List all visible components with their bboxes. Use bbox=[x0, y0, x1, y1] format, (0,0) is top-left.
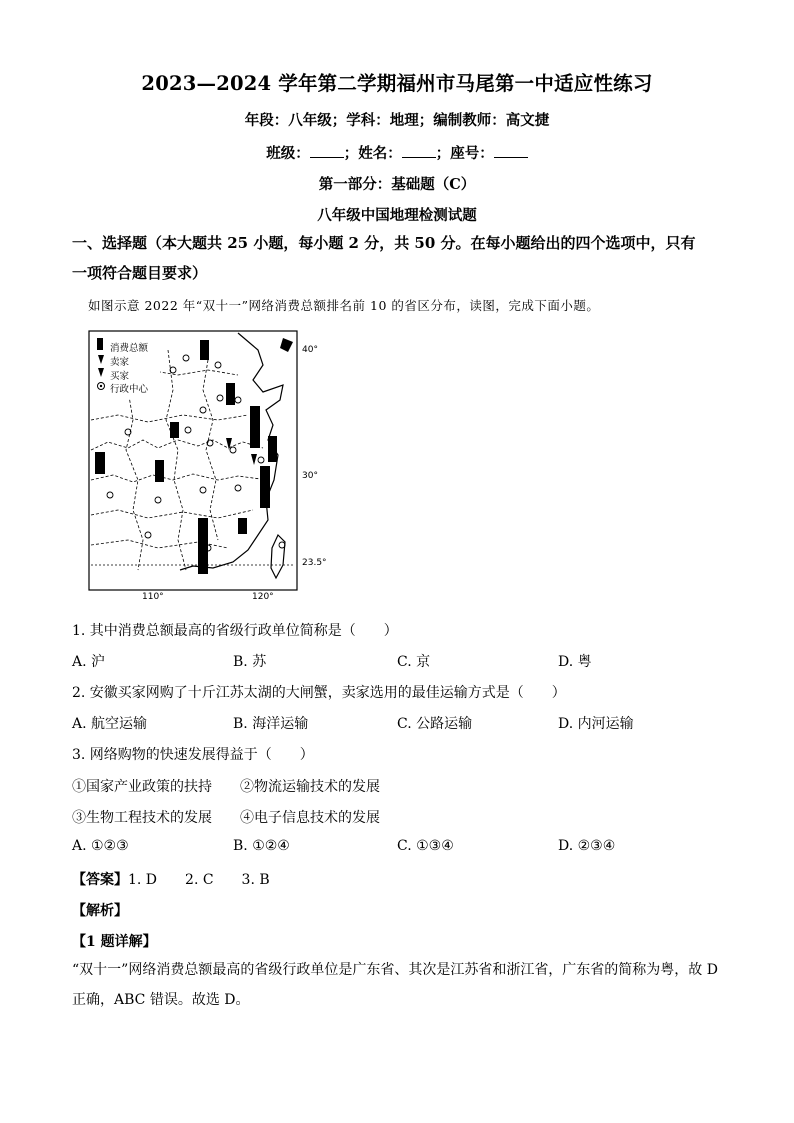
q2-option-a[interactable]: A. 航空运输 bbox=[72, 716, 148, 732]
analysis-paragraph bbox=[72, 955, 722, 1015]
analysis-line-2: 正确，ABC 错误。故选 D。 bbox=[72, 992, 250, 1008]
student-info-line bbox=[0, 142, 794, 163]
q3-option-b[interactable]: B. ①②④ bbox=[233, 838, 290, 854]
q1-option-c[interactable]: C. 京 bbox=[397, 654, 431, 670]
analysis-line-1: “双十一”网络消费总额最高的省级行政单位是广东省、其次是江苏省和浙江省，广东省的简称为粤，故 D bbox=[72, 962, 718, 978]
q2-option-d[interactable]: D. 内河运输 bbox=[558, 716, 634, 732]
page-title: 2023—2024 学年第二学期福州市马尾第一中适应性练习 bbox=[141, 72, 653, 95]
answer-text: 1. D 2. C 3. B bbox=[128, 872, 270, 888]
q3-statement-1: ①国家产业政策的扶持 bbox=[72, 779, 212, 795]
meta-line: 年段：八年级；学科：地理；编制教师：高文捷 bbox=[244, 112, 550, 129]
legend-admin-center: 行政中心 bbox=[110, 384, 149, 395]
question-1: 1. 其中消费总额最高的省级行政单位简称是（ ） bbox=[72, 623, 398, 639]
q3-statement-3: ③生物工程技术的发展 bbox=[72, 810, 212, 826]
legend-seller: 卖家 bbox=[110, 357, 130, 368]
q3-statement-2: ②物流运输技术的发展 bbox=[240, 779, 380, 795]
test-title: 八年级中国地理检测试题 bbox=[317, 207, 477, 224]
seat-label: ；座号： bbox=[435, 145, 494, 162]
name-label: ；姓名： bbox=[343, 145, 402, 162]
q2-option-c[interactable]: C. 公路运输 bbox=[397, 716, 473, 732]
section-heading-line-2: 一项符合题目要求） bbox=[72, 264, 208, 282]
analysis-label: 【解析】 bbox=[72, 903, 128, 919]
lat-label-40: 40° bbox=[302, 345, 318, 355]
question-intro: 如图示意 2022 年“双十一”网络消费总额排名前 10 的省区分布，读图，完成下面小题。 bbox=[88, 298, 600, 313]
q1-option-b[interactable]: B. 苏 bbox=[233, 654, 267, 670]
seat-blank[interactable] bbox=[494, 145, 528, 158]
class-blank[interactable] bbox=[310, 145, 344, 158]
q3-option-a[interactable]: A. ①②③ bbox=[72, 838, 129, 854]
question-3: 3. 网络购物的快速发展得益于（ ） bbox=[72, 747, 314, 763]
q3-statement-4: ④电子信息技术的发展 bbox=[240, 810, 380, 826]
name-blank[interactable] bbox=[402, 145, 436, 158]
lon-label-120: 120° bbox=[252, 592, 274, 602]
section-heading-line-1: 一、选择题（本大题共 25 小题，每小题 2 分，共 50 分。在每小题给出的四个选项中，只有 bbox=[72, 234, 696, 252]
lat-label-23-5: 23.5° bbox=[302, 558, 327, 568]
q1-option-d[interactable]: D. 粤 bbox=[558, 654, 592, 670]
legend-buyer: 买家 bbox=[110, 371, 130, 382]
answer-label: 【答案】 bbox=[72, 872, 128, 888]
lon-label-110: 110° bbox=[142, 592, 164, 602]
map-figure bbox=[88, 330, 327, 602]
class-label: 班级： bbox=[266, 145, 310, 162]
q1-detail-label: 【1 题详解】 bbox=[72, 934, 157, 950]
legend-consumption: 消费总额 bbox=[110, 343, 149, 354]
q2-option-b[interactable]: B. 海洋运输 bbox=[233, 716, 309, 732]
lat-label-30: 30° bbox=[302, 471, 318, 481]
question-2: 2. 安徽买家网购了十斤江苏太湖的大闸蟹，卖家选用的最佳运输方式是（ ） bbox=[72, 685, 566, 701]
part-title: 第一部分：基础题（C） bbox=[318, 176, 476, 193]
answer-line bbox=[72, 869, 270, 889]
q3-option-d[interactable]: D. ②③④ bbox=[558, 838, 616, 854]
section-heading bbox=[72, 228, 722, 288]
q1-option-a[interactable]: A. 沪 bbox=[72, 654, 106, 670]
q3-option-c[interactable]: C. ①③④ bbox=[397, 838, 454, 854]
